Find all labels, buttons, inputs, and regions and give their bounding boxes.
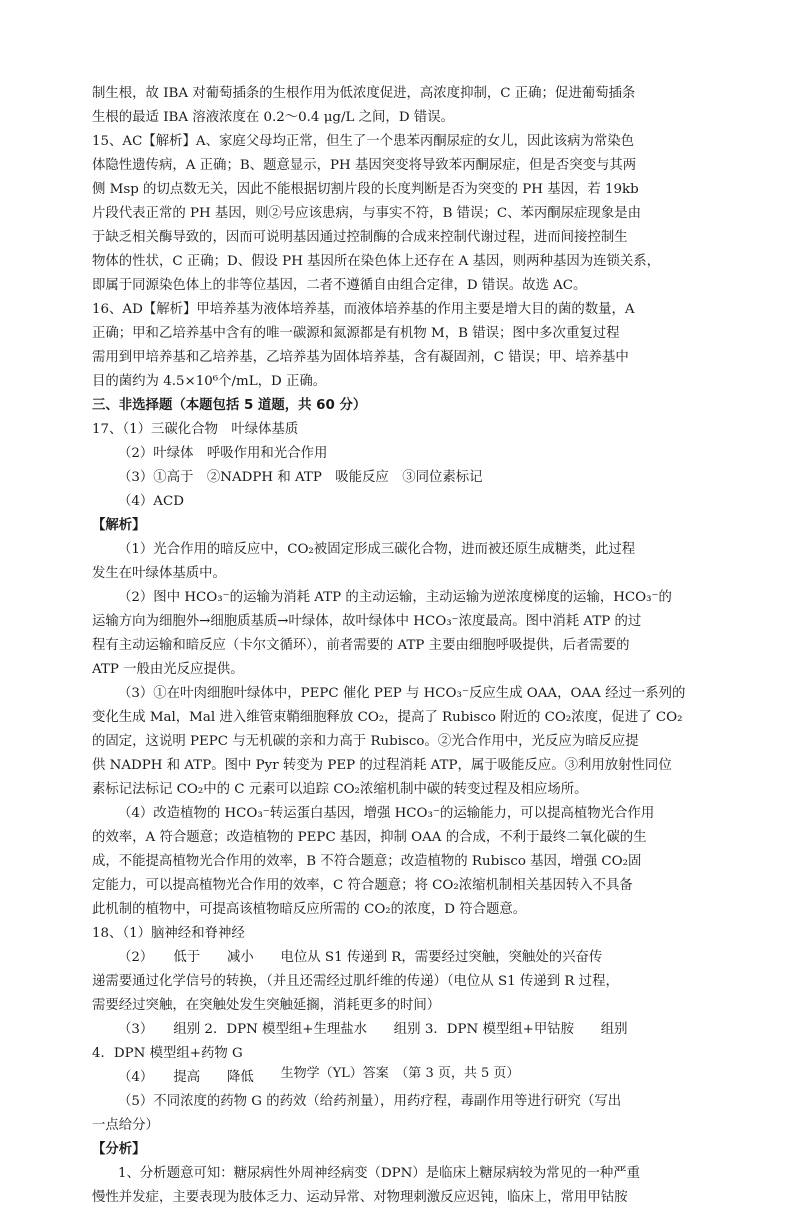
- text-line: 此机制的植物中，可提高该植物暗反应所需的 CO₂的浓度，D 符合题意。: [92, 902, 527, 917]
- text-line: 制生根，故 IBA 对葡萄插条的生根作用为低浓度促进，高浓度抑制，C 正确；促进葡萄插条: [92, 86, 636, 101]
- text-line: （3）①在叶肉细胞叶绿体中，PEPC 催化 PEP 与 HCO₃⁻反应生成 OAA，OAA 经过一系列的: [118, 686, 686, 701]
- text-line: 变化生成 Mal，Mal 进入维管束鞘细胞释放 CO₂，提高了 Rubisco 附近的 CO₂浓度，促进了 CO₂: [92, 710, 683, 725]
- text-line: 生根的最适 IBA 溶液浓度在 0.2～0.4 μg/L 之间，D 错误。: [92, 110, 454, 125]
- text-line: （4） 提高 降低: [118, 1070, 254, 1085]
- text-line: 发生在叶绿体基质中。: [92, 566, 226, 581]
- text-line: 于缺乏相关酶导致的，因而可说明基因通过控制酶的合成来控制代谢过程，进而间接控制生: [92, 230, 628, 245]
- text-line: 需用到甲培养基和乙培养基，乙培养基为固体培养基，含有凝固剂，C 错误；甲、培养基中: [92, 350, 629, 365]
- text-line: 4．DPN 模型组+药物 G: [92, 1046, 243, 1061]
- text-line: 正确；甲和乙培养基中含有的唯一碳源和氮源都是有机物 M，B 错误；图中多次重复过程: [92, 326, 620, 341]
- text-line: 定能力，可以提高植物光合作用的效率，C 符合题意；将 CO₂浓缩机制相关基因转入不具备: [92, 878, 633, 893]
- text-line: 侧 Msp 的切点数无关，因此不能根据切割片段的长度判断是否为突变的 PH 基因，若 19kb: [92, 182, 639, 197]
- answer-page: [92, 82, 710, 1210]
- analysis-label: 【解析】: [92, 518, 146, 533]
- text-line: 递需要通过化学信号的转换，（并且还需经过肌纤维的传递）（电位从 S1 传递到 R 过程，: [92, 974, 619, 989]
- text-line: （2）叶绿体 呼吸作用和光合作用: [118, 446, 328, 461]
- text-line: 15、AC【解析】A、家庭父母均正常，但生了一个患苯丙酮尿症的女儿，因此该病为常染色: [92, 134, 635, 149]
- text-line: 运输方向为细胞外→细胞质基质→叶绿体，故叶绿体中 HCO₃⁻浓度最高。图中消耗 ATP 的过: [92, 614, 642, 629]
- text-line: 需要经过突触，在突触处发生突触延搁，消耗更多的时间）: [92, 998, 441, 1013]
- section-heading: 三、非选择题（本题包括 5 道题，共 60 分）: [92, 398, 367, 413]
- text-line: 一点给分）: [92, 1118, 159, 1133]
- text-line: 体隐性遗传病，A 正确；B、题意显示，PH 基因突变将导致苯丙酮尿症，但是否突变与其两: [92, 158, 637, 173]
- text-line: ATP 一般由光反应提供。: [92, 662, 244, 677]
- text-line: 18、（1）脑神经和脊神经: [92, 926, 245, 941]
- page-footer: 生物学（YL）答案 （第 3 页，共 5 页）: [280, 1066, 520, 1081]
- text-line: （3） 组别 2．DPN 模型组+生理盐水 组别 3．DPN 模型组+甲钴胺 组别: [118, 1022, 628, 1037]
- text-line: 慢性并发症，主要表现为肢体乏力、运动异常、对物理刺激反应迟钝，临床上，常用甲钴胺: [92, 1190, 628, 1205]
- text-line: 的固定，这说明 PEPC 与无机碳的亲和力高于 Rubisco。②光合作用中，光反应为暗反应提: [92, 734, 639, 749]
- text-line: （1）光合作用的暗反应中，CO₂被固定形成三碳化合物，进而被还原生成糖类，此过程: [118, 542, 636, 557]
- analysis-label: 【分析】: [92, 1142, 146, 1157]
- text-line: 目的菌约为 4.5×10⁶个/mL，D 正确。: [92, 374, 327, 389]
- text-line: （2） 低于 减小 电位从 S1 传递到 R，需要经过突触，突触处的兴奋传: [118, 950, 603, 965]
- text-line: （5）不同浓度的药物 G 的药效（给药剂量），用药疗程，毒副作用等进行研究（写出: [118, 1094, 622, 1109]
- text-line: 17、（1）三碳化合物 叶绿体基质: [92, 422, 299, 437]
- text-line: 16、AD【解析】甲培养基为液体培养基，而液体培养基的作用主要是增大目的菌的数量，A: [92, 302, 635, 317]
- text-line: （4）改造植物的 HCO₃⁻转运蛋白基因，增强 HCO₃⁻的运输能力，可以提高植物光合作用: [118, 806, 655, 821]
- text-line: 1、分析题意可知：糖尿病性外周神经病变（DPN）是临床上糖尿病较为常见的一种严重: [118, 1166, 641, 1181]
- text-line: 供 NADPH 和 ATP。图中 Pyr 转变为 PEP 的过程消耗 ATP，属于吸能反应。③利用放射性同位: [92, 758, 672, 773]
- text-line: 程有主动运输和暗反应（卡尔文循环），前者需要的 ATP 主要由细胞呼吸提供，后者需要的: [92, 638, 630, 653]
- text-line: 素标记法标记 CO₂中的 C 元素可以追踪 CO₂浓缩机制中碳的转变过程及相应场所。: [92, 782, 588, 797]
- text-line: 物体的性状，C 正确；D、假设 PH 基因所在染色体上还存在 A 基因，则两种基因为连锁关系，: [92, 254, 661, 269]
- text-line: （2）图中 HCO₃⁻的运输为消耗 ATP 的主动运输，主动运输为逆浓度梯度的运输，HCO₃⁻的: [118, 590, 672, 605]
- text-line: （3）①高于 ②NADPH 和 ATP 吸能反应 ③同位素标记: [118, 470, 483, 485]
- text-line: 片段代表正常的 PH 基因，则②号应该患病，与事实不符，B 错误；C、苯丙酮尿症现象是由: [92, 206, 641, 221]
- text-line: 即属于同源染色体上的非等位基因，二者不遵循自由组合定律，D 错误。故选 AC。: [92, 278, 587, 293]
- text-line: 的效率，A 符合题意；改造植物的 PEPC 基因，抑制 OAA 的合成，不利于最终二氧化碳的生: [92, 830, 647, 845]
- text-line: （4）ACD: [118, 494, 184, 509]
- text-line: 成，不能提高植物光合作用的效率，B 不符合题意；改造植物的 Rubisco 基因，增强 CO₂固: [92, 854, 642, 869]
